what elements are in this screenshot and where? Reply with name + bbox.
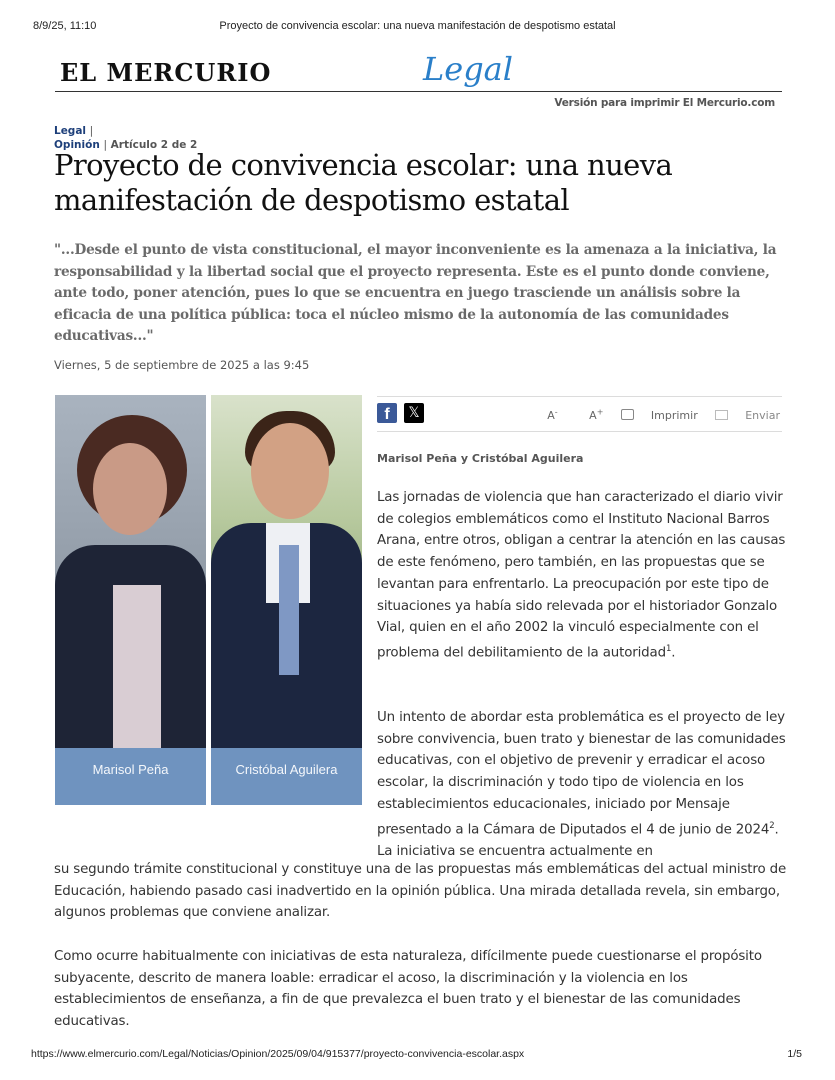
masthead-divider xyxy=(55,91,782,92)
publication-date: Viernes, 5 de septiembre de 2025 a las 9:45 xyxy=(54,358,310,372)
print-footer xyxy=(0,1048,835,1064)
article-lead: "...Desde el punto de vista constitucional, el mayor inconveniente es la amenaza a la iniciativa, la responsabilidad y la libertad social que el proyecto representa. Este es el punto donde conviene, ante todo, poner atención, pues lo que se encuentra en juego trasciende un análisis sobre la eficacia de una política pública: toca el núcleo mismo de la autonomía de las comunidades educativas..." xyxy=(54,242,777,344)
printer-icon xyxy=(621,409,634,420)
font-increase-button[interactable]: A+ xyxy=(589,407,604,422)
page-url: https://www.elmercurio.com/Legal/Noticias/Opinion/2025/09/04/915377/proyecto-convivencia-escolar.aspx xyxy=(31,1048,525,1060)
paragraph-3: Como ocurre habitualmente con iniciativas de esta naturaleza, difícilmente puede cuestionarse el propósito subyacente, descrito de manera loable: erradicar el acoso, la discriminación y la violencia en los establecimientos de enseñanza, a fin de que prevalezca el buen trato y el bienestar de las comunidades educativas. xyxy=(54,949,762,1030)
send-button[interactable]: Enviar xyxy=(715,409,780,422)
author-photos xyxy=(55,395,362,805)
print-header xyxy=(0,20,835,36)
share-toolbar xyxy=(377,396,782,432)
print-page-title: Proyecto de convivencia escolar: una nueva manifestación de despotismo estatal xyxy=(219,20,616,32)
article-count: Artículo 2 de 2 xyxy=(110,139,198,151)
breadcrumb-opinion[interactable]: Opinión xyxy=(54,139,100,151)
author-photo-cristobal-aguilera xyxy=(211,395,362,805)
photo-caption: Cristóbal Aguilera xyxy=(211,748,362,805)
article-title: Proyecto de convivencia escolar: una nueva manifestación de despotismo estatal xyxy=(54,148,673,217)
footnote-ref-1[interactable]: 1 xyxy=(665,643,672,654)
print-button[interactable]: Imprimir xyxy=(621,409,698,422)
photo-caption: Marisol Peña xyxy=(55,748,206,805)
print-version-link[interactable]: Versión para imprimir El Mercurio.com xyxy=(554,97,775,109)
breadcrumb-separator: | xyxy=(89,125,94,137)
article-tools xyxy=(519,407,780,422)
portrait-photo-icon xyxy=(55,395,206,748)
paragraph-2-continued: su segundo trámite constitucional y constituye una de las propuestas más emblemáticas del actual ministro de Educación, habiendo pasado casi inadvertido en la opinión pública. Una mirada detallada revela, sin embargo, algunos problemas que conviene analizar. xyxy=(54,862,787,921)
print-datetime: 8/9/25, 11:10 xyxy=(33,20,97,32)
page-number: 1/5 xyxy=(787,1048,802,1060)
paragraph-2: Un intento de abordar esta problemática es el proyecto de ley sobre convivencia, buen trato y bienestar de las comunidades educativas, con el objetivo de prevenir y erradicar el acoso escolar, la discriminación y todo tipo de violencia en los establecimientos educacionales, iniciado por Mensaje presentado a la Cámara de Diputados el 4 de junio de 2024$^2$. La iniciativa se encuentra actualmente en xyxy=(377,710,786,859)
author-photo-marisol-pena xyxy=(55,395,206,805)
article-authors: Marisol Peña y Cristóbal Aguilera xyxy=(377,452,584,465)
breadcrumb-separator: | xyxy=(103,139,108,151)
footnote-ref-2[interactable]: 2 xyxy=(769,820,775,831)
legal-section-logo[interactable]: Legal xyxy=(423,50,513,88)
portrait-photo-icon xyxy=(211,395,362,748)
x-share-icon[interactable]: 𝕏 xyxy=(404,403,424,423)
facebook-share-icon[interactable]: f xyxy=(377,403,397,423)
breadcrumb-legal[interactable]: Legal xyxy=(54,125,87,137)
envelope-icon xyxy=(715,410,728,420)
paragraph-1: Las jornadas de violencia que han caracterizado el diario vivir de colegios emblemáticos como el Instituto Nacional Barros Arana, entre otros, obligan a centrar la atención en las causas de este fenómeno, pero también, en las propuestas que se levantan para enfrentarlo. La preocupación por este tipo de situaciones ya había sido relevada por el historiador Gonzalo Vial, quien en el año 2002 la vinculó especialmente con el problema del debilitamiento de la autoridad$^1$. xyxy=(377,490,786,661)
el-mercurio-logo[interactable]: EL MERCURIO xyxy=(60,58,272,87)
font-decrease-button[interactable]: A- xyxy=(547,407,558,422)
masthead xyxy=(55,52,782,92)
